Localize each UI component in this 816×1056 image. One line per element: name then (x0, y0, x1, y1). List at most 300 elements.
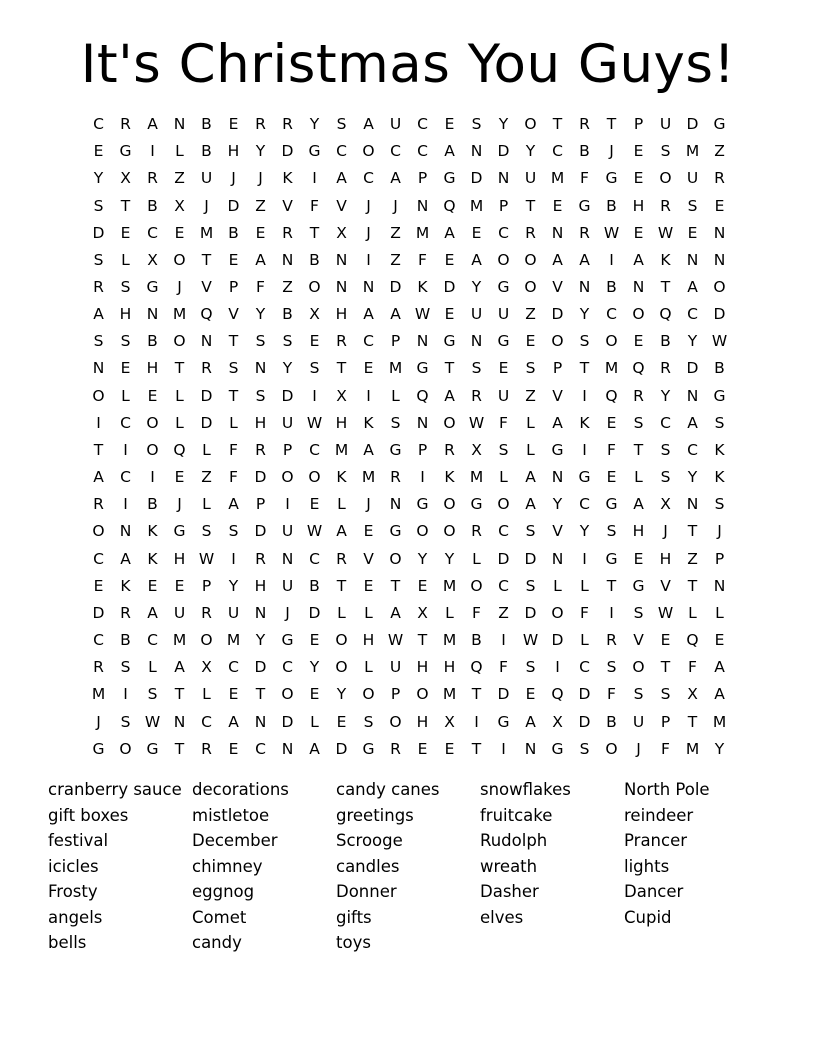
grid-letter: N (416, 413, 429, 432)
grid-letter: S (363, 712, 374, 731)
grid-letter: X (174, 196, 185, 215)
grid-row (85, 355, 733, 382)
grid-letter: A (579, 250, 590, 269)
grid-letter: G (146, 739, 159, 758)
grid-letter: D (308, 603, 321, 622)
grid-letter: M (712, 712, 727, 731)
grid-row (85, 192, 733, 219)
grid-letter: B (147, 495, 158, 514)
grid-letter: D (443, 278, 456, 297)
grid-letter: W (468, 413, 485, 432)
grid-letter: R (336, 549, 347, 568)
grid-letter: O (416, 685, 429, 704)
grid-letter: O (173, 332, 186, 351)
grid-letter: L (715, 603, 724, 622)
grid-letter: G (497, 278, 510, 297)
word-list-item: North Pole (624, 780, 710, 799)
grid-letter: O (605, 739, 618, 758)
word-list-item: December (192, 831, 278, 850)
grid-letter: G (362, 739, 375, 758)
grid-letter: B (606, 196, 617, 215)
word-list-item: Dancer (624, 882, 684, 901)
grid-letter: T (309, 223, 320, 242)
grid-letter: I (609, 603, 614, 622)
grid-letter: D (389, 278, 402, 297)
grid-letter: D (551, 305, 564, 324)
grid-letter: I (123, 440, 128, 459)
grid-letter: C (498, 522, 509, 541)
word-list (48, 777, 768, 956)
grid-letter: E (363, 576, 374, 595)
word-list-item: greetings (336, 805, 414, 825)
grid-letter: O (713, 278, 726, 297)
grid-letter: S (714, 413, 725, 432)
grid-letter: S (633, 685, 644, 704)
grid-letter: E (525, 332, 536, 351)
grid-letter: V (633, 631, 644, 650)
grid-letter: D (281, 386, 294, 405)
grid-letter: D (578, 712, 591, 731)
grid-letter: B (120, 631, 131, 650)
grid-letter: L (175, 142, 184, 161)
word-list-item: gift boxes (48, 805, 129, 825)
grid-letter: L (175, 386, 184, 405)
grid-letter: J (258, 169, 263, 188)
grid-letter: X (444, 712, 455, 731)
grid-letter: Y (687, 332, 698, 351)
grid-letter: R (255, 115, 266, 134)
word-column (192, 777, 336, 956)
grid-row (85, 138, 733, 165)
grid-letter: G (713, 386, 726, 405)
grid-letter: S (282, 332, 293, 351)
grid-letter: F (607, 440, 616, 459)
grid-letter: U (200, 169, 213, 188)
grid-letter: L (337, 603, 346, 622)
grid-row (85, 220, 733, 247)
grid-letter: S (606, 522, 617, 541)
grid-letter: Y (552, 495, 563, 514)
grid-row (85, 681, 733, 708)
grid-letter: L (472, 549, 481, 568)
grid-letter: V (552, 522, 563, 541)
grid-letter: B (606, 712, 617, 731)
grid-letter: C (147, 223, 158, 242)
grid-letter: H (416, 712, 429, 731)
grid-letter: T (606, 576, 617, 595)
grid-letter: J (609, 142, 614, 161)
grid-letter: G (119, 142, 132, 161)
grid-letter: N (686, 386, 699, 405)
grid-letter: L (526, 413, 535, 432)
word-list-item: chimney (192, 856, 263, 876)
word-list-item: cranberry sauce (48, 780, 182, 799)
grid-letter: P (660, 712, 671, 731)
grid-letter: Y (309, 658, 320, 677)
grid-letter: N (362, 278, 375, 297)
grid-letter: S (606, 658, 617, 677)
grid-letter: O (551, 603, 564, 622)
grid-letter: X (120, 169, 131, 188)
grid-letter: Q (200, 305, 213, 324)
grid-letter: W (306, 522, 323, 541)
grid-letter: E (444, 305, 455, 324)
grid-letter: L (499, 468, 508, 487)
grid-letter: I (420, 468, 425, 487)
grid-letter: H (146, 359, 159, 378)
grid-letter: I (582, 440, 587, 459)
grid-letter: S (525, 576, 536, 595)
grid-letter: T (93, 440, 104, 459)
grid-letter: G (551, 440, 564, 459)
grid-letter: T (336, 359, 347, 378)
grid-row (85, 328, 733, 355)
grid-letter: O (605, 332, 618, 351)
grid-letter: T (687, 712, 698, 731)
grid-letter: N (713, 576, 726, 595)
grid-letter: R (633, 386, 644, 405)
grid-letter: M (550, 169, 565, 188)
grid-letter: D (713, 305, 726, 324)
grid-letter: O (92, 522, 105, 541)
grid-letter: E (525, 685, 536, 704)
grid-letter: K (579, 413, 590, 432)
grid-letter: V (201, 278, 212, 297)
grid-letter: O (335, 658, 348, 677)
grid-letter: J (663, 522, 668, 541)
grid-letter: F (418, 250, 427, 269)
grid-letter: E (309, 631, 320, 650)
grid-letter: B (579, 142, 590, 161)
grid-letter: X (417, 603, 428, 622)
grid-letter: Z (390, 223, 401, 242)
grid-letter: S (120, 278, 131, 297)
grid-letter: F (472, 603, 481, 622)
grid-letter: O (362, 685, 375, 704)
grid-row (85, 274, 733, 301)
grid-letter: O (443, 495, 456, 514)
grid-letter: K (714, 440, 725, 459)
grid-letter: A (174, 658, 185, 677)
grid-letter: C (120, 468, 131, 487)
grid-letter: G (551, 739, 564, 758)
grid-letter: A (444, 386, 455, 405)
grid-letter: M (442, 631, 457, 650)
grid-letter: R (471, 522, 482, 541)
grid-letter: J (231, 169, 236, 188)
grid-letter: C (93, 115, 104, 134)
grid-letter: U (227, 603, 240, 622)
grid-letter: R (255, 440, 266, 459)
grid-letter: S (93, 332, 104, 351)
grid-letter: E (714, 631, 725, 650)
grid-letter: E (147, 576, 158, 595)
grid-letter: Z (201, 468, 212, 487)
grid-letter: Q (551, 685, 564, 704)
grid-letter: N (686, 495, 699, 514)
grid-letter: E (552, 196, 563, 215)
grid-letter: I (474, 712, 479, 731)
grid-letter: W (711, 332, 728, 351)
grid-letter: A (714, 685, 725, 704)
grid-letter: Y (525, 142, 536, 161)
grid-letter: E (417, 576, 428, 595)
grid-letter: R (525, 223, 536, 242)
grid-letter: A (228, 495, 239, 514)
grid-letter: M (442, 576, 457, 595)
grid-letter: I (312, 386, 317, 405)
grid-letter: H (443, 658, 456, 677)
grid-letter: G (173, 522, 186, 541)
grid-letter: L (121, 250, 130, 269)
grid-letter: R (390, 739, 401, 758)
grid-letter: I (123, 685, 128, 704)
grid-letter: D (281, 142, 294, 161)
grid-letter: A (390, 603, 401, 622)
grid-letter: N (524, 739, 537, 758)
grid-letter: T (471, 685, 482, 704)
grid-letter: R (201, 603, 212, 622)
grid-row (85, 247, 733, 274)
grid-letter: N (632, 278, 645, 297)
grid-letter: D (200, 413, 213, 432)
word-list-item: mistletoe (192, 805, 270, 825)
grid-letter: S (687, 196, 698, 215)
grid-letter: D (578, 685, 591, 704)
grid-letter: R (471, 386, 482, 405)
grid-letter: S (525, 658, 536, 677)
grid-letter: N (416, 196, 429, 215)
grid-letter: T (228, 332, 239, 351)
grid-letter: E (174, 576, 185, 595)
grid-letter: M (226, 631, 241, 650)
grid-letter: F (688, 658, 697, 677)
grid-letter: S (120, 332, 131, 351)
word-list-item: reindeer (624, 805, 694, 825)
grid-letter: M (388, 359, 403, 378)
grid-letter: O (497, 250, 510, 269)
grid-letter: Q (605, 386, 618, 405)
word-list-item: angels (48, 907, 103, 927)
grid-letter: P (255, 495, 266, 514)
grid-letter: G (470, 495, 483, 514)
grid-letter: Y (93, 169, 104, 188)
grid-letter: C (309, 549, 320, 568)
grid-letter: M (334, 440, 349, 459)
grid-letter: O (200, 631, 213, 650)
grid-letter: R (201, 739, 212, 758)
grid-row (85, 573, 733, 600)
grid-letter: L (202, 685, 211, 704)
grid-letter: H (254, 576, 267, 595)
word-list-item: candy (192, 933, 242, 952)
grid-letter: P (390, 332, 401, 351)
grid-letter: S (93, 250, 104, 269)
grid-letter: J (96, 712, 101, 731)
grid-letter: S (525, 522, 536, 541)
grid-letter: P (201, 576, 212, 595)
grid-letter: P (228, 278, 239, 297)
grid-letter: C (390, 142, 401, 161)
grid-letter: O (335, 631, 348, 650)
grid-letter: L (148, 658, 157, 677)
grid-letter: C (336, 142, 347, 161)
grid-letter: R (660, 359, 671, 378)
grid-letter: O (92, 386, 105, 405)
grid-row (85, 410, 733, 437)
grid-letter: A (363, 115, 374, 134)
grid-letter: L (634, 468, 643, 487)
grid-letter: Z (255, 196, 266, 215)
grid-letter: E (120, 223, 131, 242)
word-list-item: Dasher (480, 882, 539, 901)
grid-letter: P (552, 359, 563, 378)
grid-letter: M (172, 305, 187, 324)
grid-letter: C (201, 712, 212, 731)
grid-letter: S (120, 712, 131, 731)
grid-letter: T (687, 522, 698, 541)
grid-letter: W (387, 631, 404, 650)
grid-letter: U (497, 386, 510, 405)
grid-letter: Z (282, 278, 293, 297)
grid-letter: Z (174, 169, 185, 188)
grid-letter: G (578, 196, 591, 215)
grid-letter: A (552, 250, 563, 269)
grid-letter: I (285, 495, 290, 514)
grid-letter: N (281, 549, 294, 568)
grid-letter: O (362, 142, 375, 161)
grid-letter: L (526, 440, 535, 459)
grid-letter: T (660, 658, 671, 677)
grid-letter: T (633, 440, 644, 459)
grid-letter: L (229, 413, 238, 432)
grid-letter: E (363, 522, 374, 541)
grid-letter: Y (282, 359, 293, 378)
grid-letter: I (366, 386, 371, 405)
grid-letter: N (92, 359, 105, 378)
grid-letter: D (92, 603, 105, 622)
word-list-item: candy canes (336, 780, 440, 799)
word-list-item: Donner (336, 882, 397, 901)
word-list-item: elves (480, 907, 524, 927)
grid-letter: T (660, 278, 671, 297)
grid-letter: J (366, 196, 371, 215)
grid-letter: S (498, 440, 509, 459)
grid-letter: A (147, 115, 158, 134)
grid-letter: N (470, 332, 483, 351)
grid-letter: X (660, 495, 671, 514)
grid-letter: T (687, 576, 698, 595)
grid-letter: R (93, 278, 104, 297)
word-list-item: eggnog (192, 882, 255, 901)
grid-letter: M (172, 631, 187, 650)
grid-letter: O (524, 250, 537, 269)
grid-letter: K (660, 250, 671, 269)
grid-letter: B (309, 250, 320, 269)
grid-letter: I (366, 250, 371, 269)
grid-letter: W (144, 712, 161, 731)
grid-letter: D (524, 603, 537, 622)
grid-letter: S (93, 196, 104, 215)
word-list-item: Cupid (624, 907, 672, 927)
grid-letter: X (471, 440, 482, 459)
grid-letter: Y (255, 142, 266, 161)
grid-letter: R (336, 332, 347, 351)
grid-row (85, 654, 733, 681)
grid-letter: Y (579, 522, 590, 541)
grid-letter: Y (471, 278, 482, 297)
grid-letter: E (228, 685, 239, 704)
grid-letter: E (93, 142, 104, 161)
grid-letter: W (522, 631, 539, 650)
grid-letter: O (281, 685, 294, 704)
grid-letter: P (714, 549, 725, 568)
grid-letter: I (150, 468, 155, 487)
grid-letter: I (231, 549, 236, 568)
word-list-item: festival (48, 831, 109, 850)
grid-letter: E (255, 223, 266, 242)
grid-letter: M (361, 468, 376, 487)
grid-letter: E (633, 549, 644, 568)
grid-letter: N (335, 250, 348, 269)
grid-letter: W (657, 603, 674, 622)
grid-letter: Y (714, 739, 725, 758)
grid-letter: R (606, 631, 617, 650)
grid-letter: C (552, 142, 563, 161)
grid-letter: H (632, 196, 645, 215)
grid-letter: R (201, 359, 212, 378)
word-column (480, 777, 624, 956)
grid-letter: N (254, 603, 267, 622)
grid-letter: S (228, 522, 239, 541)
grid-letter: E (336, 712, 347, 731)
grid-letter: N (119, 522, 132, 541)
word-list-item: toys (336, 933, 371, 952)
grid-letter: N (713, 223, 726, 242)
grid-letter: A (363, 440, 374, 459)
grid-letter: G (578, 468, 591, 487)
grid-letter: G (713, 115, 726, 134)
grid-letter: L (391, 386, 400, 405)
grid-letter: N (551, 468, 564, 487)
grid-letter: A (444, 223, 455, 242)
grid-letter: O (146, 440, 159, 459)
grid-letter: A (687, 278, 698, 297)
grid-letter: Y (255, 631, 266, 650)
grid-letter: T (228, 386, 239, 405)
grid-letter: O (308, 468, 321, 487)
grid-letter: D (497, 685, 510, 704)
grid-letter: N (713, 250, 726, 269)
grid-letter: O (416, 522, 429, 541)
word-list-item: Prancer (624, 831, 688, 850)
grid-letter: U (632, 712, 645, 731)
grid-row (85, 736, 733, 763)
grid-letter: F (661, 739, 670, 758)
grid-letter: K (147, 522, 158, 541)
grid-letter: D (200, 386, 213, 405)
grid-letter: W (657, 223, 674, 242)
grid-letter: P (498, 196, 509, 215)
grid-letter: J (393, 196, 398, 215)
grid-letter: S (390, 413, 401, 432)
grid-letter: E (633, 169, 644, 188)
grid-letter: Y (687, 468, 698, 487)
grid-letter: J (177, 495, 182, 514)
grid-letter: V (336, 196, 347, 215)
grid-letter: G (605, 549, 618, 568)
word-list-item: snowflakes (480, 780, 571, 799)
